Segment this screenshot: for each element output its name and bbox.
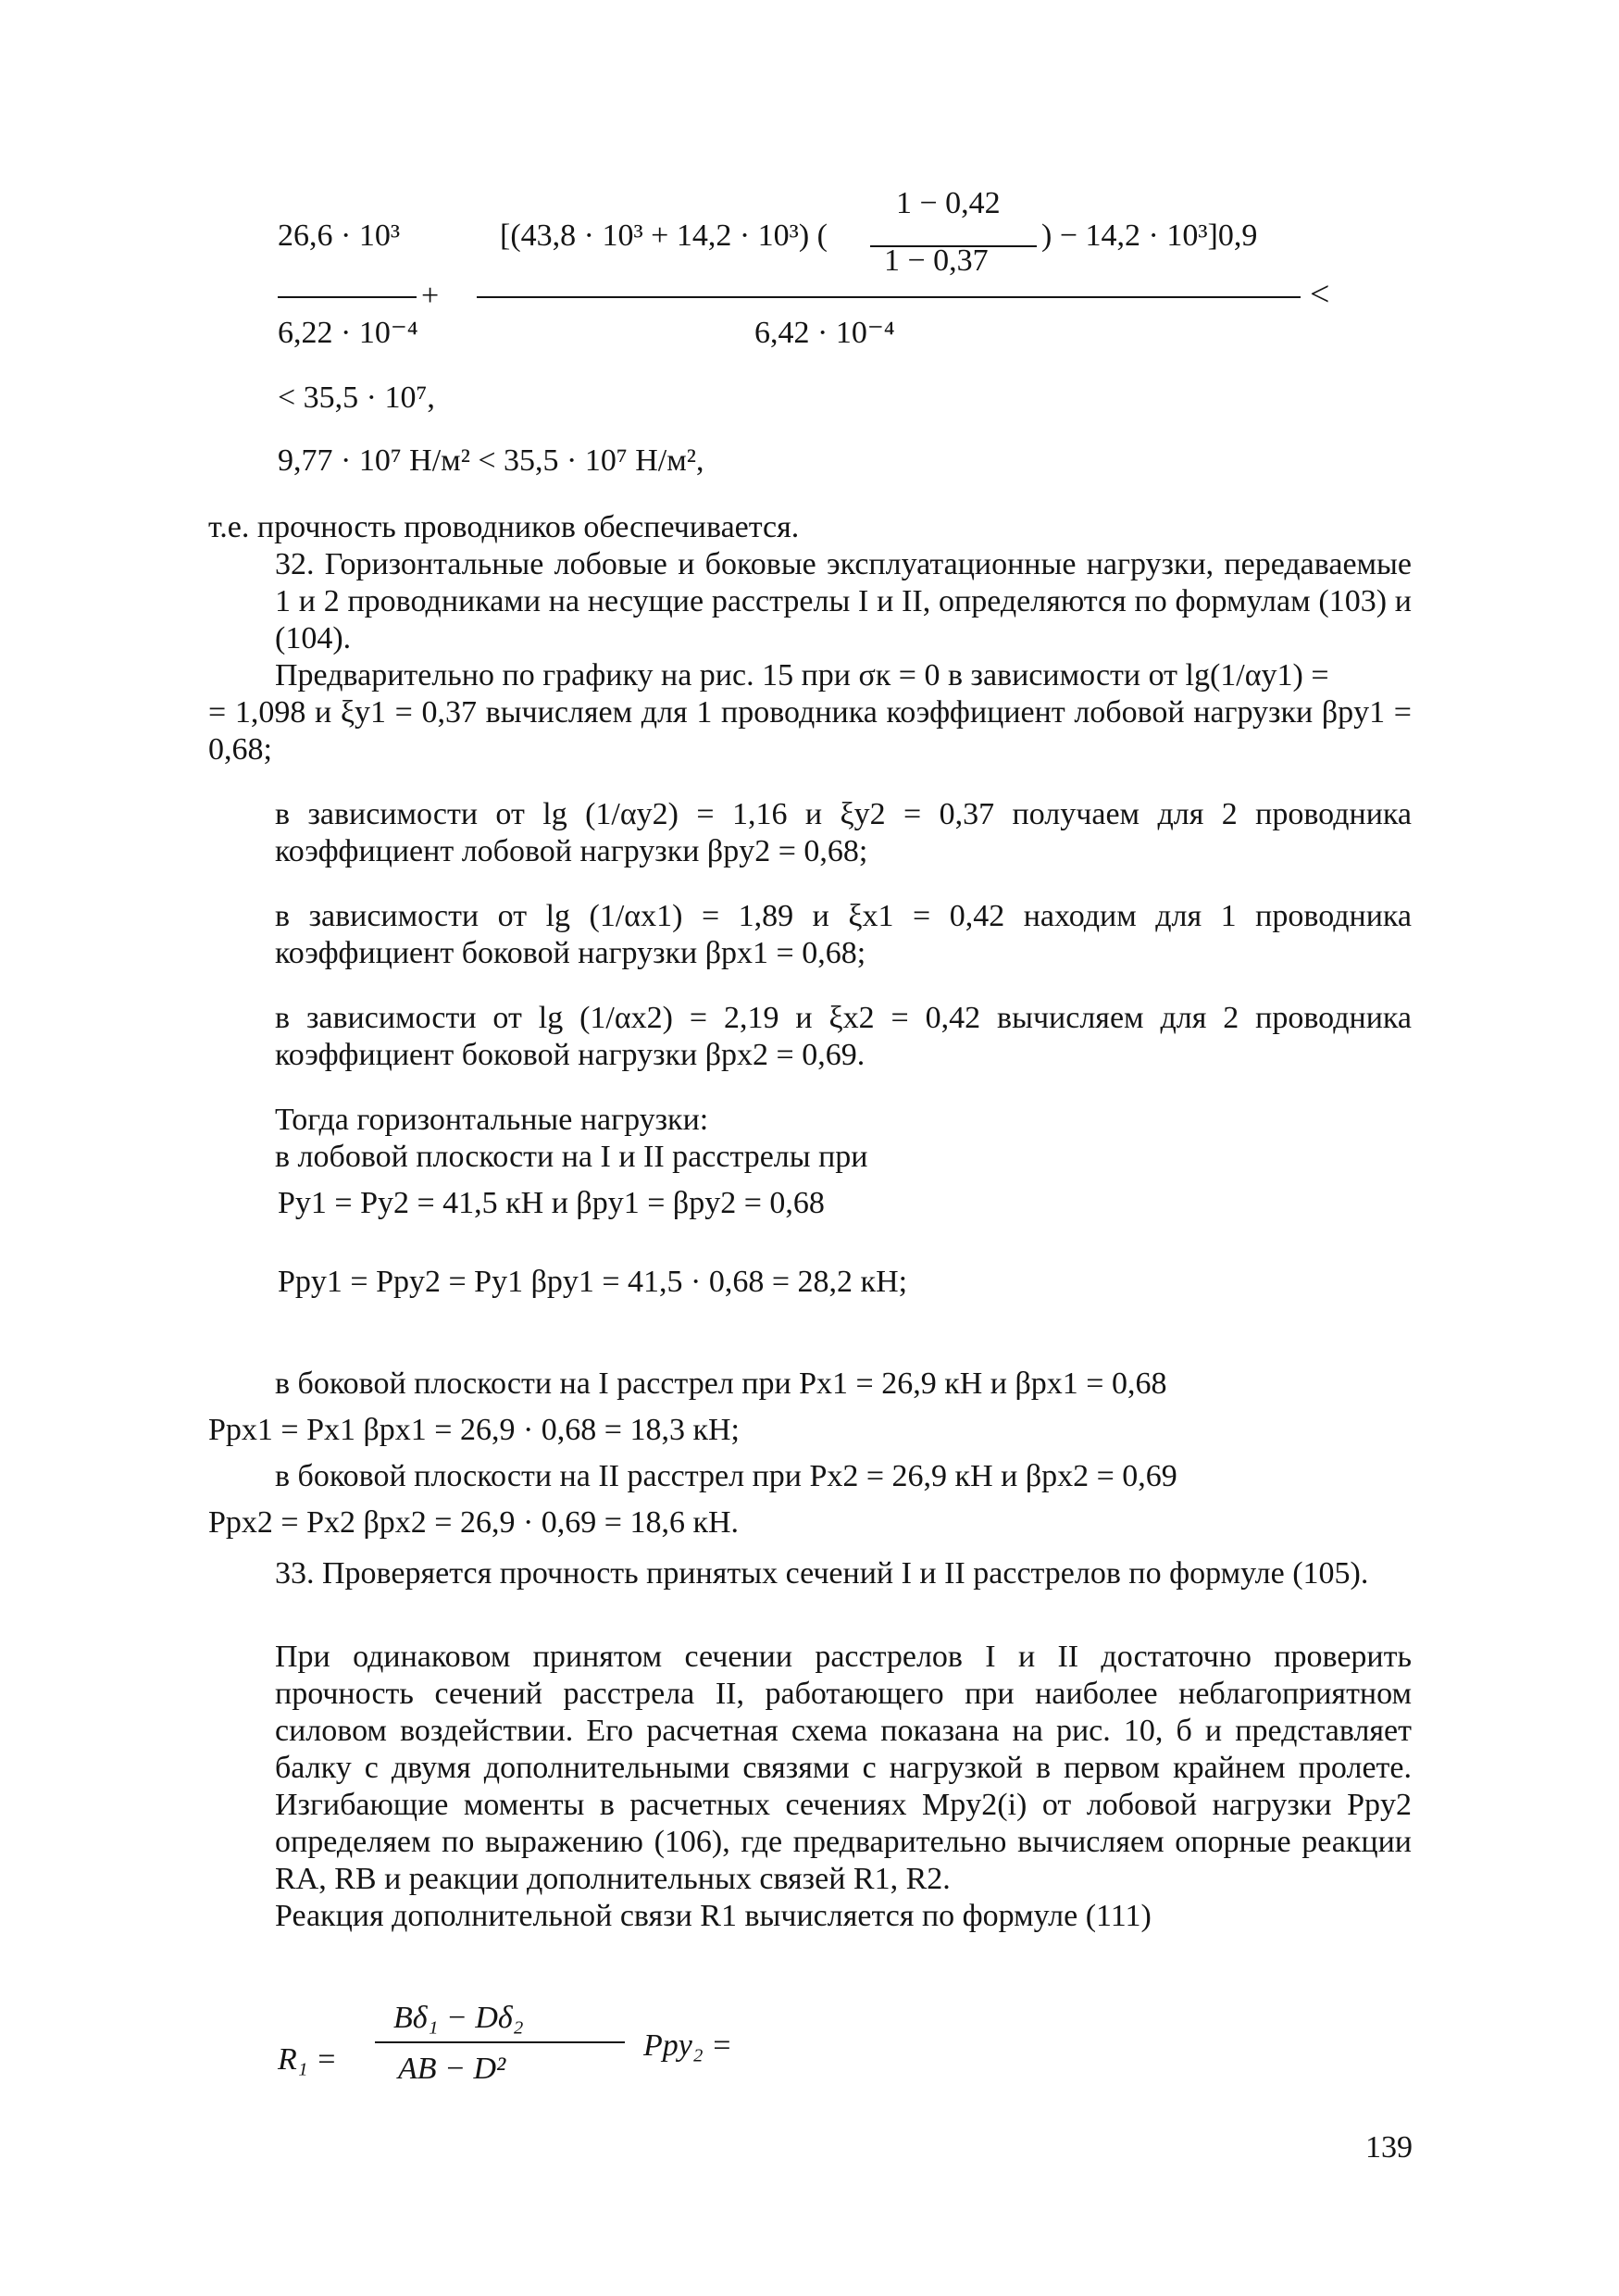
equation-ppy: Ppy1 = Ppy2 = Py1 βpy1 = 41,5 · 0,68 = 28,2 кН; (278, 1265, 908, 1299)
fraction-b-numerator-right: ) − 14,2 · 10³]0,9 (1041, 218, 1258, 253)
formula-r1-bar (375, 2041, 625, 2043)
fraction-a-numerator: 26,6 · 10³ (278, 218, 401, 253)
page-number: 139 (1365, 2130, 1413, 2165)
fraction-b-numerator-left: [(43,8 · 10³ + 14,2 · 10³) ( (500, 218, 828, 253)
plus-sign: + (421, 279, 440, 313)
paragraph-33: 33. Проверяется прочность принятых сечений I и II расстрелов по формуле (105). (275, 1556, 1369, 1591)
formula-r1-numerator: Bδ₁ − Dδ₂ (393, 2001, 524, 2035)
fraction-b-denominator: 6,42 · 10⁻⁴ (754, 316, 895, 350)
formula-line-3: 9,77 · 10⁷ Н/м² < 35,5 · 10⁷ Н/м², (278, 443, 704, 478)
paragraph-32: 32. Горизонтальные лобовые и боковые эксплуатационные нагрузки, передаваемые 1 и 2 проводниками на несущие расстрелы I и II, определяются по формулам (103) и (104). (275, 547, 1412, 655)
less-than-sign: < (1310, 275, 1330, 314)
dependence-4: в зависимости от lg (1/αx2) = 2,19 и ξx2 = 0,42 вычисляем для 2 проводника коэффициент боковой нагрузки βpx2 = 0,69. (275, 1001, 1412, 1072)
strength-conclusion: т.е. прочность проводников обеспечивается. (208, 510, 800, 544)
formula-line-2: < 35,5 · 10⁷, (278, 381, 435, 415)
formula-r1-lhs: R₁ = (278, 2042, 338, 2077)
paragraph-same-section: При одинаковом принятом сечении расстрелов I и II достаточно проверить прочность сечений расстрела II, работающего при наиболее неблагоприятном силовом воздействии. Его расчетная схема показана на рис. 10, б и представляет балку с двумя дополнительными связями с нагрузкой в первом крайнем пролете. Изгибающие моменты в расчетных сечениях Mpy2(i) от лобовой нагрузки Ppy2 определяем по выражению (106), где предварительно вычисляем опорные реакции RA, RB и реакции дополнительных связей R1, R2. (275, 1640, 1412, 1896)
side-plane-1: в боковой плоскости на I расстрел при Px1 = 26,9 кН и βpx1 = 0,68 (275, 1366, 1167, 1401)
inner-fraction-numerator: 1 − 0,42 (896, 186, 1001, 220)
fraction-a-denominator: 6,22 · 10⁻⁴ (278, 316, 418, 350)
dependence-2: в зависимости от lg (1/αy2) = 1,16 и ξy2 = 0,37 получаем для 2 проводника коэффициент лобовой нагрузки βpy2 = 0,68; (275, 797, 1412, 868)
prelim-line-1: Предварительно по графику на рис. 15 при σк = 0 в зависимости от lg(1/αy1) = (275, 658, 1329, 693)
equation-py: Py1 = Py2 = 41,5 кН и βpy1 = βpy2 = 0,68 (278, 1186, 825, 1220)
equation-ppx1: Ppx1 = Px1 βpx1 = 26,9 · 0,68 = 18,3 кН; (208, 1413, 740, 1447)
side-plane-2: в боковой плоскости на II расстрел при Px2 = 26,9 кН и βpx2 = 0,69 (275, 1459, 1177, 1493)
fraction-a-bar (278, 296, 417, 298)
prelim-line-2: = 1,098 и ξy1 = 0,37 вычисляем для 1 проводника коэффициент лобовой нагрузки βpy1 = 0,68; (208, 695, 1412, 767)
frontal-plane: в лобовой плоскости на I и II расстрелы при (275, 1140, 868, 1174)
fraction-b-bar (477, 296, 1301, 298)
reaction-intro: Реакция дополнительной связи R1 вычисляется по формуле (111) (275, 1899, 1152, 1933)
equation-ppx2: Ppx2 = Px2 βpx2 = 26,9 · 0,69 = 18,6 кН. (208, 1505, 740, 1540)
formula-r1-denominator: AB − D² (398, 2052, 506, 2086)
inner-fraction-denominator: 1 − 0,37 (884, 243, 989, 278)
then-loads: Тогда горизонтальные нагрузки: (275, 1103, 709, 1137)
formula-r1-rhs: Ppy₂ = (643, 2028, 733, 2063)
dependence-3: в зависимости от lg (1/αx1) = 1,89 и ξx1 = 0,42 находим для 1 проводника коэффициент боковой нагрузки βpx1 = 0,68; (275, 899, 1412, 970)
